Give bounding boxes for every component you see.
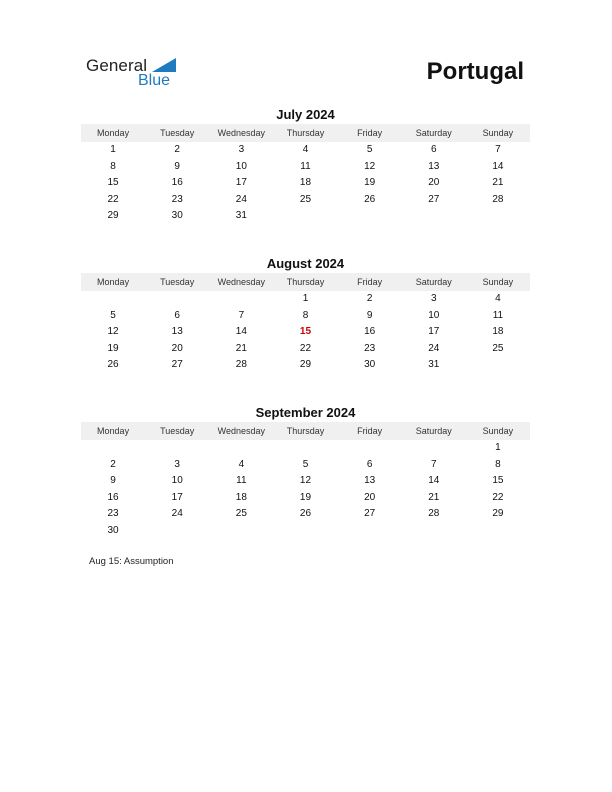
empty-day-cell <box>402 440 466 457</box>
empty-day-cell <box>145 523 209 540</box>
weekday-header <box>81 422 530 440</box>
weekday-thursday: Thursday <box>286 277 325 287</box>
day-cell: 10 <box>235 160 247 172</box>
day-cell: 11 <box>492 309 504 321</box>
day-cell: 9 <box>174 160 180 172</box>
day-cell: 28 <box>428 508 440 520</box>
holiday-note: Aug 15: Assumption <box>89 556 174 567</box>
logo <box>86 56 186 92</box>
day-cell: 31 <box>235 210 247 222</box>
day-cell: 5 <box>110 309 116 321</box>
weekday-tuesday: Tuesday <box>160 277 195 287</box>
day-cell: 9 <box>110 475 116 487</box>
day-cell: 8 <box>110 160 116 172</box>
day-cell: 16 <box>171 177 183 189</box>
day-cell: 26 <box>107 359 119 371</box>
day-cell: 12 <box>107 326 119 338</box>
day-cell: 11 <box>236 475 247 487</box>
day-cell: 3 <box>174 458 180 470</box>
weekday-sunday: Sunday <box>482 277 514 287</box>
empty-day-cell <box>273 440 337 457</box>
empty-day-cell <box>209 291 273 308</box>
day-cell: 5 <box>302 458 309 470</box>
day-cell: 2 <box>110 458 116 470</box>
day-cell: 6 <box>366 458 373 470</box>
empty-day-cell <box>209 523 273 540</box>
day-cell: 8 <box>302 309 309 321</box>
empty-day-cell <box>402 208 466 225</box>
day-cell: 10 <box>428 309 440 321</box>
day-cell: 5 <box>366 144 373 155</box>
day-cell: 1 <box>302 293 309 304</box>
day-cell: 2 <box>366 293 373 304</box>
empty-day-cell <box>145 291 209 308</box>
day-cell: 13 <box>171 326 183 338</box>
weekday-monday: Monday <box>97 277 130 287</box>
day-cell: 19 <box>299 491 312 503</box>
day-cell: 20 <box>171 342 183 354</box>
weekday-header <box>81 124 530 142</box>
day-cell: 22 <box>492 491 504 503</box>
day-cell: 10 <box>171 475 183 487</box>
day-cell: 8 <box>495 458 501 470</box>
day-cell: 7 <box>430 458 437 470</box>
day-cell: 7 <box>238 309 245 321</box>
day-cell: 13 <box>364 475 376 487</box>
day-cell: 19 <box>364 177 376 189</box>
empty-day-cell <box>338 523 402 540</box>
day-grid <box>81 291 530 374</box>
day-cell: 22 <box>299 342 312 354</box>
month-july <box>81 107 530 225</box>
day-cell: 27 <box>428 193 440 205</box>
day-cell: 30 <box>364 359 376 371</box>
logo-triangle-icon <box>152 58 176 72</box>
logo-general-text: General <box>86 56 148 75</box>
day-cell: 20 <box>428 177 440 189</box>
weekday-saturday: Saturday <box>415 426 452 436</box>
day-cell: 29 <box>299 359 312 371</box>
month-title: July 2024 <box>276 107 335 122</box>
day-cell: 14 <box>492 160 504 172</box>
day-cell: 3 <box>430 293 437 304</box>
day-cell: 6 <box>174 309 180 321</box>
day-cell: 29 <box>107 210 119 222</box>
day-cell: 17 <box>235 177 247 189</box>
day-cell: 24 <box>235 193 247 205</box>
day-cell: 21 <box>428 491 440 503</box>
weekday-friday: Friday <box>357 426 383 436</box>
day-cell: 27 <box>364 508 376 520</box>
day-cell: 1 <box>495 442 501 453</box>
day-cell: 2 <box>174 144 180 155</box>
day-cell: 23 <box>107 508 119 520</box>
day-cell: 21 <box>492 177 504 189</box>
day-cell: 19 <box>107 342 119 354</box>
country-title: Portugal <box>426 58 524 85</box>
empty-day-cell <box>466 357 530 374</box>
day-cell: 27 <box>171 359 183 371</box>
day-cell: 31 <box>428 359 440 371</box>
weekday-tuesday: Tuesday <box>160 128 195 138</box>
day-cell: 4 <box>238 458 245 470</box>
day-cell: 14 <box>235 326 247 338</box>
weekday-monday: Monday <box>97 426 130 436</box>
day-cell: 25 <box>299 193 312 205</box>
day-cell: 1 <box>110 144 116 155</box>
day-cell: 20 <box>364 491 376 503</box>
weekday-tuesday: Tuesday <box>160 426 195 436</box>
empty-day-cell <box>466 523 530 540</box>
empty-day-cell <box>273 523 337 540</box>
empty-day-cell <box>81 440 145 457</box>
day-cell: 9 <box>366 309 373 321</box>
empty-day-cell <box>209 440 273 457</box>
day-cell: 18 <box>299 177 312 189</box>
day-cell: 3 <box>238 144 245 155</box>
weekday-header <box>81 273 530 291</box>
day-cell: 26 <box>299 508 312 520</box>
day-cell: 30 <box>171 210 183 222</box>
month-title: September 2024 <box>255 405 356 420</box>
day-cell: 23 <box>171 193 183 205</box>
day-cell: 12 <box>364 160 376 172</box>
day-cell: 4 <box>495 293 501 304</box>
weekday-saturday: Saturday <box>415 277 452 287</box>
weekday-monday: Monday <box>97 128 130 138</box>
month-title: August 2024 <box>266 256 345 271</box>
logo-blue-text: Blue <box>138 72 171 89</box>
weekday-friday: Friday <box>357 128 383 138</box>
day-cell: 16 <box>107 491 119 503</box>
weekday-sunday: Sunday <box>482 128 514 138</box>
day-grid <box>81 440 530 540</box>
weekday-saturday: Saturday <box>415 128 452 138</box>
day-cell: 24 <box>171 508 183 520</box>
weekday-friday: Friday <box>357 277 383 287</box>
empty-day-cell <box>338 440 402 457</box>
holiday-day-cell: 15 <box>299 326 312 338</box>
empty-day-cell <box>466 208 530 225</box>
day-cell: 22 <box>107 193 119 205</box>
day-cell: 28 <box>492 193 504 205</box>
day-cell: 13 <box>428 160 440 172</box>
day-cell: 28 <box>235 359 247 371</box>
day-cell: 15 <box>107 177 119 189</box>
day-cell: 30 <box>107 524 119 536</box>
day-cell: 17 <box>171 491 183 503</box>
day-grid <box>81 142 530 225</box>
day-cell: 25 <box>235 508 247 520</box>
day-cell: 15 <box>492 475 504 487</box>
month-august <box>81 256 530 374</box>
day-cell: 18 <box>235 491 247 503</box>
day-cell: 11 <box>300 160 311 172</box>
day-cell: 21 <box>235 342 247 354</box>
weekday-thursday: Thursday <box>286 426 325 436</box>
day-cell: 12 <box>299 475 312 487</box>
weekday-sunday: Sunday <box>482 426 514 436</box>
day-cell: 26 <box>364 193 376 205</box>
day-cell: 23 <box>364 342 376 354</box>
weekday-wednesday: Wednesday <box>217 128 266 138</box>
empty-day-cell <box>402 523 466 540</box>
day-cell: 7 <box>495 144 501 155</box>
day-cell: 16 <box>364 326 376 338</box>
empty-day-cell <box>338 208 402 225</box>
empty-day-cell <box>81 291 145 308</box>
day-cell: 24 <box>428 342 440 354</box>
empty-day-cell <box>145 440 209 457</box>
day-cell: 25 <box>492 342 504 354</box>
empty-day-cell <box>273 208 337 225</box>
day-cell: 18 <box>492 326 504 338</box>
weekday-wednesday: Wednesday <box>217 277 266 287</box>
day-cell: 6 <box>430 144 437 155</box>
day-cell: 17 <box>428 326 440 338</box>
day-cell: 14 <box>428 475 440 487</box>
day-cell: 29 <box>492 508 504 520</box>
weekday-wednesday: Wednesday <box>217 426 266 436</box>
day-cell: 4 <box>302 144 309 155</box>
month-september <box>81 405 530 540</box>
weekday-thursday: Thursday <box>286 128 325 138</box>
